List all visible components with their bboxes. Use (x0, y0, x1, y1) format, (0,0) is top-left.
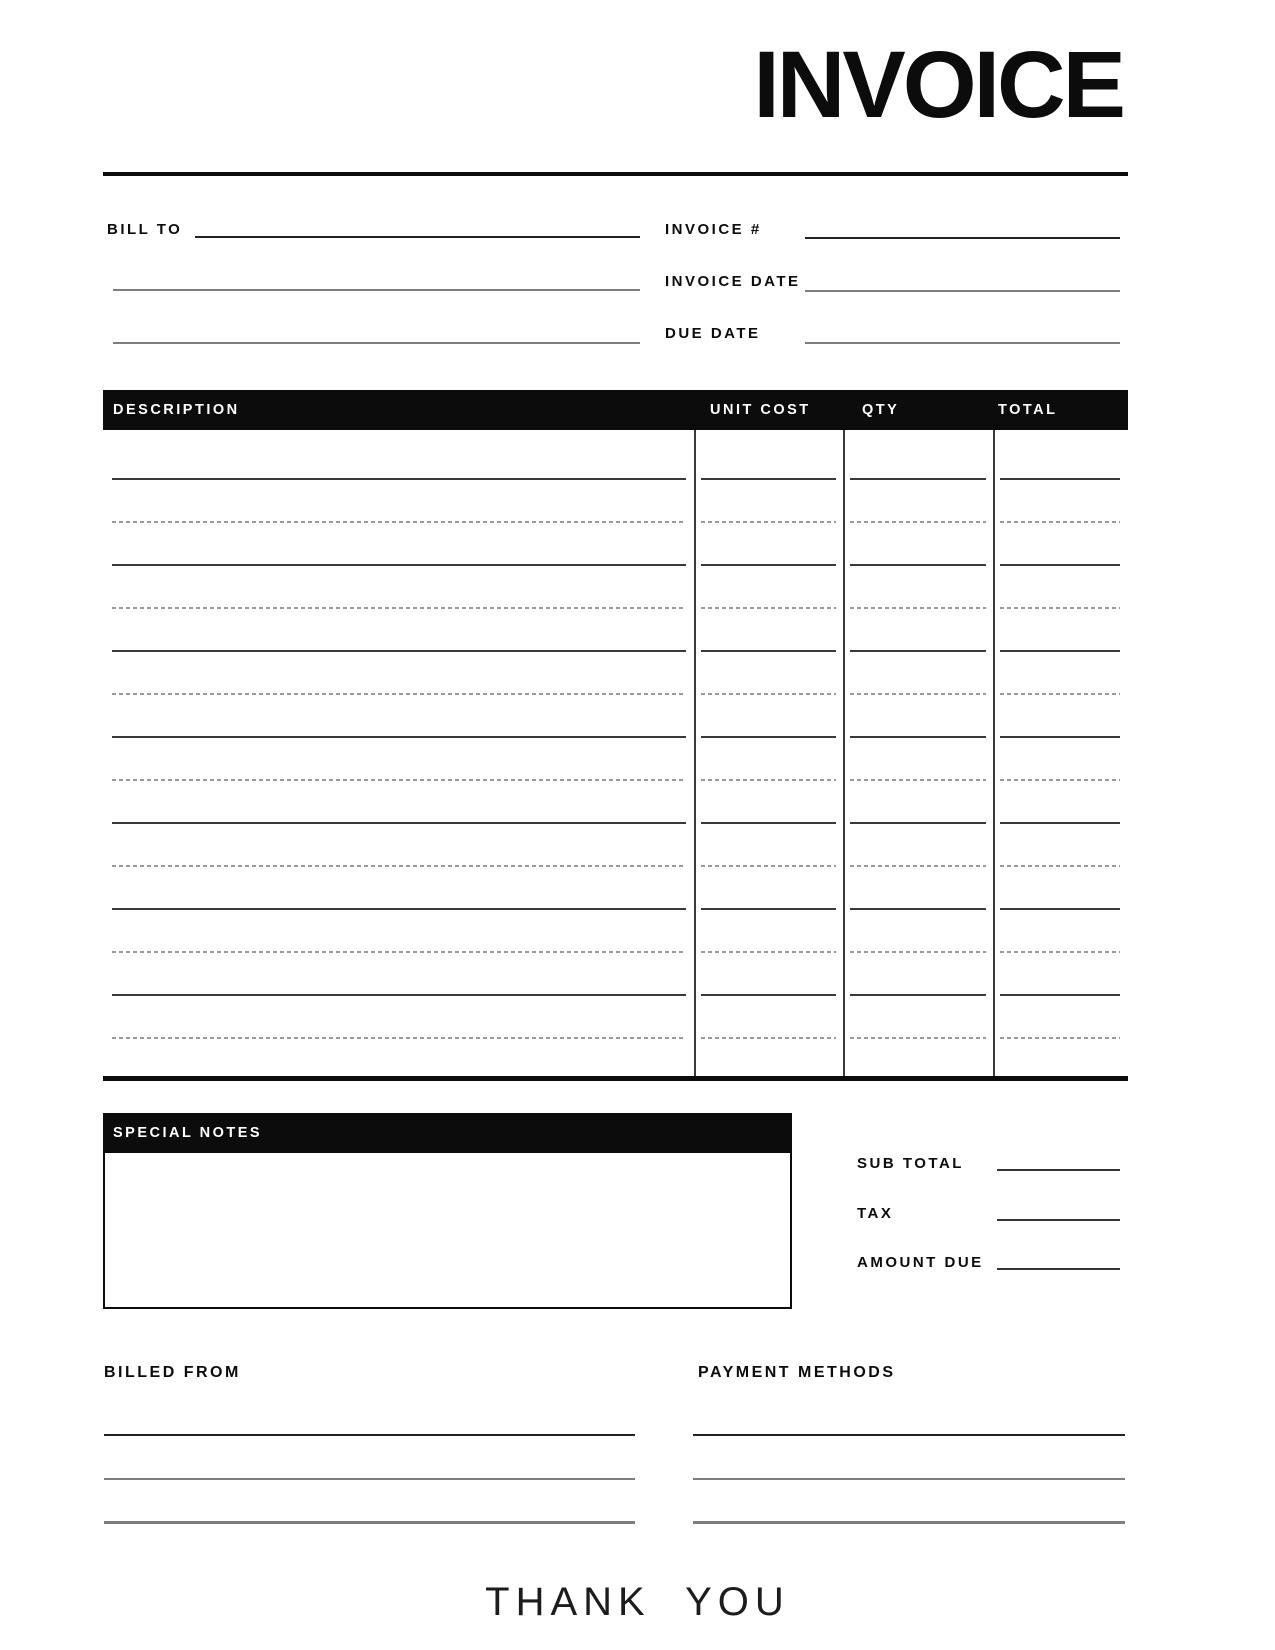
cell-line-total[interactable] (1000, 908, 1120, 910)
cell-line-qty[interactable] (850, 693, 986, 695)
special-notes-box (103, 1113, 792, 1309)
cell-line-description[interactable] (112, 736, 686, 738)
billed-from-line-1[interactable] (104, 1434, 635, 1436)
cell-line-total[interactable] (1000, 607, 1120, 609)
thank-you-text: THANK YOU (485, 1580, 790, 1624)
items-table-header (103, 390, 1128, 430)
cell-line-unit-cost[interactable] (701, 822, 836, 824)
tax-label: TAX (857, 1205, 894, 1222)
column-divider-1 (694, 430, 696, 1081)
cell-line-description[interactable] (112, 994, 686, 996)
cell-line-description[interactable] (112, 822, 686, 824)
cell-line-qty[interactable] (850, 779, 986, 781)
cell-line-unit-cost[interactable] (701, 865, 836, 867)
amount-due-line[interactable] (997, 1268, 1120, 1270)
cell-line-description[interactable] (112, 951, 686, 953)
invoice-number-line[interactable] (805, 237, 1120, 239)
cell-line-qty[interactable] (850, 822, 986, 824)
qty-column-header: QTY (862, 402, 900, 418)
due-date-label: DUE DATE (665, 325, 761, 342)
subtotal-line[interactable] (997, 1169, 1120, 1171)
cell-line-total[interactable] (1000, 478, 1120, 480)
cell-line-description[interactable] (112, 564, 686, 566)
cell-line-total[interactable] (1000, 693, 1120, 695)
cell-line-description[interactable] (112, 1037, 686, 1039)
tax-line[interactable] (997, 1219, 1120, 1221)
cell-line-total[interactable] (1000, 951, 1120, 953)
cell-line-description[interactable] (112, 779, 686, 781)
due-date-line[interactable] (805, 342, 1120, 344)
cell-line-qty[interactable] (850, 736, 986, 738)
bill-to-label: BILL TO (107, 221, 183, 238)
cell-line-unit-cost[interactable] (701, 736, 836, 738)
cell-line-description[interactable] (112, 908, 686, 910)
cell-line-total[interactable] (1000, 865, 1120, 867)
cell-line-unit-cost[interactable] (701, 693, 836, 695)
cell-line-unit-cost[interactable] (701, 478, 836, 480)
cell-line-total[interactable] (1000, 650, 1120, 652)
cell-line-qty[interactable] (850, 951, 986, 953)
cell-line-unit-cost[interactable] (701, 951, 836, 953)
cell-line-unit-cost[interactable] (701, 994, 836, 996)
unit-cost-column-header: UNIT COST (710, 402, 811, 418)
cell-line-description[interactable] (112, 521, 686, 523)
table-body (103, 430, 1128, 1081)
payment-methods-line-2[interactable] (693, 1478, 1125, 1480)
cell-line-description[interactable] (112, 478, 686, 480)
billed-from-line-2[interactable] (104, 1478, 635, 1480)
cell-line-unit-cost[interactable] (701, 650, 836, 652)
cell-line-total[interactable] (1000, 736, 1120, 738)
amount-due-label: AMOUNT DUE (857, 1254, 984, 1271)
cell-line-qty[interactable] (850, 650, 986, 652)
cell-line-total[interactable] (1000, 822, 1120, 824)
cell-line-qty[interactable] (850, 521, 986, 523)
description-column-header: DESCRIPTION (113, 402, 240, 418)
invoice-number-label: INVOICE # (665, 221, 762, 238)
cell-line-unit-cost[interactable] (701, 521, 836, 523)
payment-methods-line-3[interactable] (693, 1521, 1125, 1524)
cell-line-description[interactable] (112, 865, 686, 867)
cell-line-qty[interactable] (850, 908, 986, 910)
bill-to-line-2[interactable] (113, 289, 640, 291)
page-title: INVOICE (753, 32, 1123, 138)
cell-line-qty[interactable] (850, 994, 986, 996)
subtotal-label: SUB TOTAL (857, 1155, 964, 1172)
column-divider-3 (993, 430, 995, 1081)
cell-line-total[interactable] (1000, 1037, 1120, 1039)
invoice-date-label: INVOICE DATE (665, 273, 801, 290)
cell-line-unit-cost[interactable] (701, 607, 836, 609)
cell-line-description[interactable] (112, 650, 686, 652)
cell-line-qty[interactable] (850, 1037, 986, 1039)
cell-line-total[interactable] (1000, 564, 1120, 566)
cell-line-unit-cost[interactable] (701, 564, 836, 566)
cell-line-unit-cost[interactable] (701, 779, 836, 781)
payment-methods-line-1[interactable] (693, 1434, 1125, 1436)
total-column-header: TOTAL (998, 402, 1058, 418)
cell-line-description[interactable] (112, 607, 686, 609)
cell-line-description[interactable] (112, 693, 686, 695)
cell-line-qty[interactable] (850, 564, 986, 566)
cell-line-unit-cost[interactable] (701, 1037, 836, 1039)
cell-line-unit-cost[interactable] (701, 908, 836, 910)
cell-line-qty[interactable] (850, 607, 986, 609)
invoice-date-line[interactable] (805, 290, 1120, 292)
payment-methods-label: PAYMENT METHODS (698, 1364, 896, 1381)
cell-line-qty[interactable] (850, 478, 986, 480)
column-divider-2 (843, 430, 845, 1081)
cell-line-total[interactable] (1000, 994, 1120, 996)
special-notes-label: SPECIAL NOTES (113, 1125, 263, 1141)
billed-from-label: BILLED FROM (104, 1364, 241, 1381)
cell-line-total[interactable] (1000, 521, 1120, 523)
bill-to-line-3[interactable] (113, 342, 640, 344)
header-rule (103, 172, 1128, 176)
special-notes-area[interactable] (105, 1155, 790, 1307)
billed-from-line-3[interactable] (104, 1521, 635, 1524)
bill-to-line-1[interactable] (195, 236, 640, 238)
cell-line-total[interactable] (1000, 779, 1120, 781)
cell-line-qty[interactable] (850, 865, 986, 867)
special-notes-header (103, 1113, 792, 1153)
table-bottom-rule (103, 1076, 1128, 1081)
